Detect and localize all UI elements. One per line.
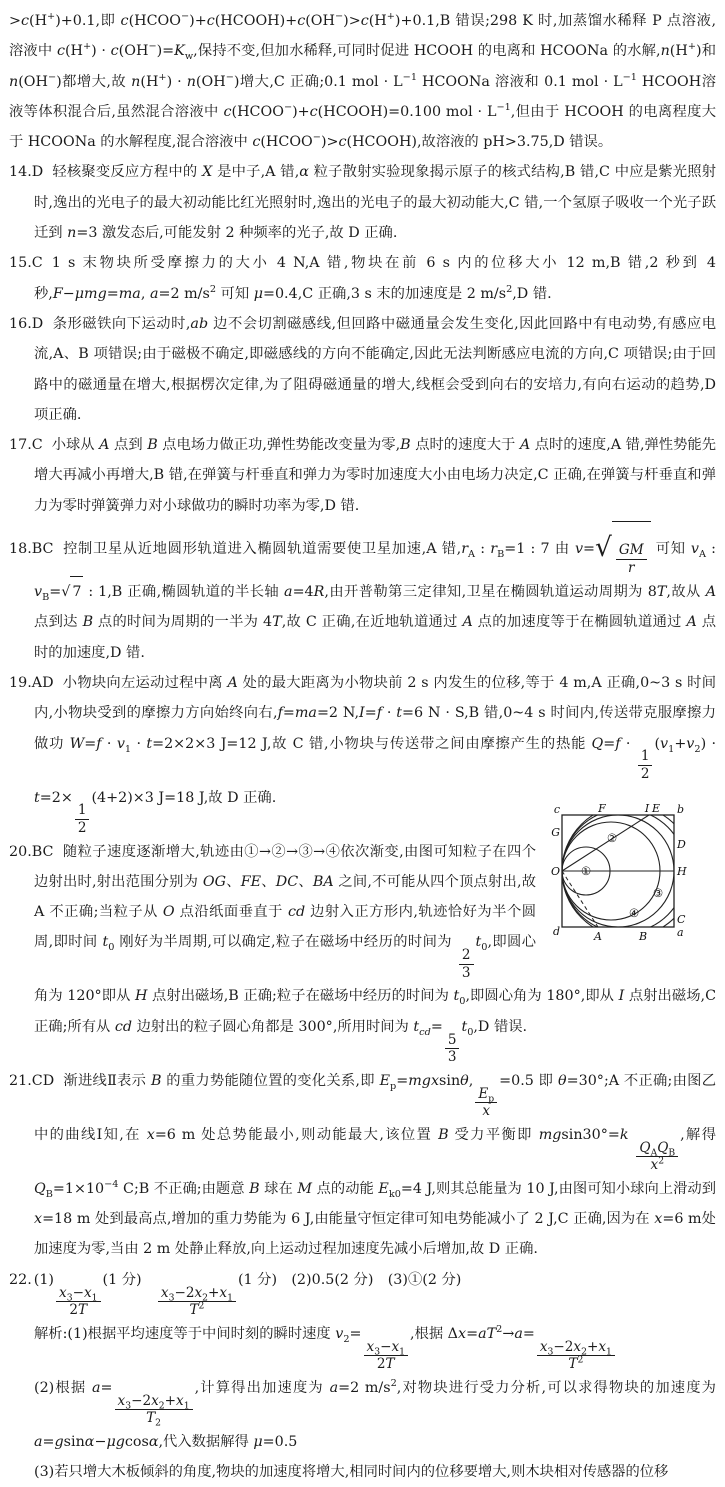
label-E: E: [651, 802, 661, 815]
line-OI: [562, 815, 649, 871]
item-number: 14.D: [9, 164, 44, 181]
answer-letter: CD: [31, 1072, 55, 1089]
item-text: 随粒子速度逐渐增大,轨迹由①→②→③→④依次渐变,由图可知粒子在四个边射出时,射出范围分别为 OG、FE、DC、BA 之间,不可能从四个顶点射出,故 A 不正确;当粒子从 O 点沿纸面垂直于 cd 边射入正方形内,轨迹恰好为半个圆周,即时间 $t_0$ 刚好为半周期,可以确定,粒子在磁场中经历的时间为 $\frac{2}{3}$ $t_0$,即圆心角为 120°即从 H 点射出磁场,B 正确;粒子在磁场中经历的时间为 $t_0$,即圆心角为 180°,即从 I 点射出磁场,C 正确;所有从 cd 边射出的粒子圆心角都是 300°,所用时间为 $t_{cd}=$ $\frac{5}{3}$ $t_0,D$ 错误.: [34, 843, 717, 1066]
item-text: 轻核聚变反应方程中的 X 是中子,A 错,α 粒子散射实验现象揭示原子的核式结构,B 错,C 中应是紫光照射时,逸出的光电子的最大初动能比红光照射时,逸出的光电子的最大初动能大,C 错,一个氢原子吸收一个光子跃迁到 n=3 激发态后,可能发射 2 种频率的光子,故 D 正确.: [34, 164, 716, 242]
item-text: 1 s 末物块所受摩擦力的大小 4 N,A 错,物块在前 6 s 内的位移大小 12 m,B 错,2 秒到 4 秒,F−μmg=ma, a=2 $m/s^2$ 可知 μ=0.4,C 正确,3 s 末的加速度是 2 $m/s^2,D$ 错.: [34, 255, 716, 302]
answer-letter: AD: [31, 674, 54, 691]
label-I: I: [644, 802, 650, 815]
label-b: b: [677, 802, 685, 816]
answer-letter: D: [31, 164, 44, 181]
item-number: 19.AD: [9, 674, 54, 691]
answer-letter: D: [31, 315, 44, 332]
answer-item-22: [9, 1265, 716, 1487]
item-text: (1) $\frac{x_3-x_1}{2T}$ (1 分) $\frac{x_3-2x_2+x_1}{T^2}$ (1 分) (2)0.5(2 分) (3)①(2 分) 解析:(1)根据平均速度等于中间时刻的瞬时速度 $v_2=$ $\frac{x_3-x_1}{2T}$ ,根据 $\Delta x=aT^2\to a=$ $\frac{x_3-2x_2+x_1}{T^2}$ (2)根据 a= $\frac{x_3-2x_2+x_1}{T_2}$ ,计算得出加速度为 a=2 $m/s^2$,对物块进行受力分析,可以求得物块的加速度为 a=gsinα−μgcosα,代入数据解得 μ=0.5 (3)若只增大木板倾斜的角度,物块的加速度将增大,相同时间内的位移要增大,则木块相对传感器的位移: [33, 1271, 716, 1481]
continuation-paragraph: [9, 6, 716, 157]
answer-item-18: [9, 521, 716, 668]
paragraph-text: >c(H+)+0.1,即 c(HCOO−)+c(HCOOH)+c(OH−)>c(H+)+0.1,B 错误;298 K 时,加蒸馏水稀释 P 点溶液,溶液中 $c(H^+) \cdot c(OH^-)=K_w$,保持不变,但加水稀释,可同时促进 HCOOH 的电离和 HCOONa 的水解,n(H+)和 n(OH−)都增大,故 n(H+) · n(OH−)增大,C 正确;0.1 mol · $L^{-1}$ HCOONa 溶液和 0.1 mol · $L^{-1}$ HCOOH溶液等体积混合后,虽然混合溶液中 c(HCOO−)+c(HCOOH)=0.100 mol · $L^{-1}$,但由于 HCOOH 的电离程度大于 HCOONa 的水解程度,混合溶液中 c(HCOO−)>c(HCOOH),故溶液的 pH>3.75,D 错误。: [9, 11, 717, 151]
answer-letter: BC: [31, 843, 54, 860]
item-text: 小物块向左运动过程中离 A 处的最大距离为小物块前 2 s 内发生的位移,等于 4 m,A 正确,0~3 s 时间内,小物块受到的摩擦力方向始终向右,f=ma=2 N,I=f · t=6 N · S,B 错,0~4 s 时间内,传送带克服摩擦力做功 $W=f \cdot v_1 \cdot t=2\times 2\times 3$ J=12 J,故 C 错,小物块与传送带之间由摩擦产生的热能 Q=f · $\frac{1}{2}$ $(v_1+v_2) \cdot t=2\times$ $\frac{1}{2}$ (4+2)×3 J=18 J,故 D 正确.: [34, 674, 717, 837]
label-B: B: [638, 929, 648, 943]
trajectory-figure: [546, 803, 716, 945]
label-G: G: [551, 825, 560, 839]
item-text: 小球从 A 点到 B 点电场力做正功,弹性势能改变量为零,B 点时的速度大于 A 点时的速度,A 错,弹性势能先增大再减小再增大,B 错,在弹簧与杆垂直和弹力为零时加速度大小由电场力决定,C 正确,在弹簧与杆垂直和弹力为零时弹簧弹力对小球做功的瞬时功率为零,D 错.: [34, 437, 716, 514]
answer-item-16: [9, 309, 716, 430]
label-d: d: [552, 924, 560, 938]
item-text: 渐进线Ⅱ表示 B 的重力势能随位置的变化关系,即 $E_p=mgxsin\theta$, $\frac{E_p}{x}$ =0.5 即 θ=30°;A 不正确;由图乙中的曲线Ⅰ知,在 x=6 m 处总势能最小,则动能最大,该位置 B 受力平衡即 mgsin30°=k $\frac{Q_AQ_B}{x^2}$ ,解得 $Q_B=1\times 10^{-4}$ C;B 不正确;由题意 B 球在 M 点的动能 $E_{k0}=4$ J,则其总能量为 10 J,由图可知小球向上滑动到 x=18 m 处到最高点,增加的重力势能为 6 J,由能量守恒定律可知电势能减小了 2 J,C 正确,因为在 x=6 m处加速度为零,当由 2 m 处静止释放,向上运动过程加速度先减小后增加,故 D 正确.: [34, 1072, 717, 1258]
label-traj-2: ②: [606, 830, 618, 845]
label-c: c: [553, 802, 560, 816]
item-number: 20.BC: [9, 843, 54, 860]
label-A: A: [594, 929, 602, 943]
label-D: D: [677, 837, 686, 851]
answer-letter: C: [31, 437, 43, 454]
label-traj-4: ④: [628, 905, 640, 920]
label-traj-1: ①: [580, 863, 592, 878]
answer-letter: BC: [31, 540, 54, 557]
item-number: 15.C: [9, 255, 43, 272]
label-H: H: [677, 864, 687, 878]
answer-item-20: [9, 802, 717, 1066]
label-C: C: [677, 912, 686, 926]
label-traj-3: ③: [652, 885, 664, 900]
answer-item-17: [9, 430, 716, 521]
item-text: 控制卫星从近地圆形轨道进入椭圆轨道需要使卫星加速,A 错$,r_A$ : $r_B=1$ : 7 由 v= √ $\frac{GM}{r}$ 可知 $v_A$ : $v_B=$ √ 7 : 1,B 正确,椭圆轨道的半长轴 a=4R,由开普勒第三定律知,卫星在椭圆轨道运动周期为 8T,故从 A 点到达 B 点的时间为周期的一半为 4T,故 C 正确,在近地轨道通过 A 点的加速度等于在椭圆轨道通过 A 点时的加速度,D 错.: [34, 541, 716, 661]
item-number: 16.D: [9, 315, 44, 332]
item-number: 17.C: [9, 437, 43, 454]
line-OA-dashed: [562, 871, 598, 927]
answer-letter: C: [31, 255, 43, 272]
item-number: 18.BC: [9, 540, 54, 557]
label-a: a: [677, 925, 684, 939]
label-O: O: [550, 864, 560, 878]
answer-item-14: [9, 157, 716, 248]
item-number: 22.: [9, 1271, 32, 1288]
item-number: 21.CD: [9, 1072, 55, 1089]
item-text: 条形磁铁向下运动时,ab 边不会切割磁感线,但回路中磁通量会发生变化,因此回路中有电动势,有感应电流,A、B 项错误;由于磁极不确定,即磁感线的方向不能确定,因此无法判断感应电流的方向,C 项错误;由于回路中的磁通量在增大,根据楞次定律,为了阻碍磁通量的增大,线框会受到向右的安培力,有向右运动的趋势,D 项正确.: [34, 315, 716, 423]
answer-item-21: [9, 1066, 716, 1265]
label-F: F: [598, 802, 606, 815]
answer-item-15: [9, 248, 716, 309]
